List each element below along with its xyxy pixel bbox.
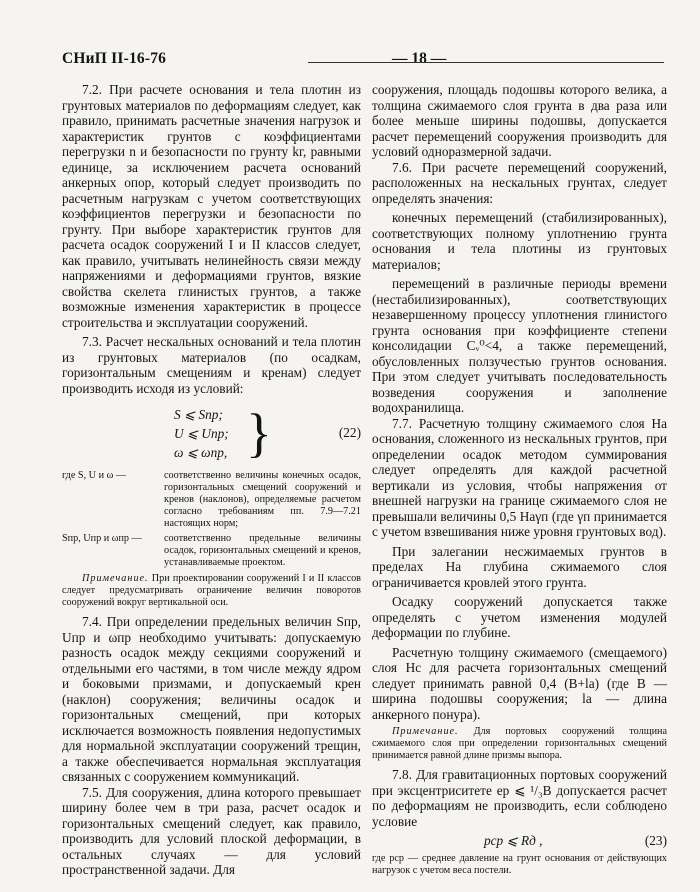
clause-7-6-item-b: перемещений в различные периоды времени (нестабилизированных), соответствующих незавершенному процессу уплотнения глинистого грунта основания при коэффициенте степени консолидации Cᵥ⁰<4, а также перемещений, обусловленных ползучестью грунтов основания. При этом следует учитывать последовательность возведения сооружения и заполнение водохранилища. bbox=[372, 276, 667, 415]
page-header bbox=[62, 50, 664, 72]
formula-22-line-3: ω ⩽ ωпр, bbox=[174, 444, 228, 460]
formula-23-definition: где pср — среднее давление на грунт основания от действующих нагрузок с учетом веса постели. bbox=[372, 852, 667, 876]
clause-7-7-paragraph-2: При залегании несжимаемых грунтов в пределах Hа глубина сжимаемого слоя ограничивается кровлей этого грунта. bbox=[372, 543, 667, 590]
clause-7-4: 7.4. При определении предельных величин Sпр, Uпр и ωпр необходимо учитывать: допускаемую разность осадок между секциями сооружений и отдельными его частями, в том числе между ядром и боковыми призмами, и допускаемый крен (наклон) сооружения; величины осадок и горизонтальных смещений, при которых исключается возможность появления недопустимых для нормальной эксплуатации сооружений трещин, а также обеспечивается нормальная эксплуатация связанных с сооружением коммуникаций. bbox=[62, 614, 361, 784]
formula-23-number: (23) bbox=[644, 833, 667, 848]
right-column bbox=[372, 82, 667, 877]
document-code: СНиП II-16-76 bbox=[62, 50, 167, 67]
note-1-text: При проектировании сооружений I и II классов следует предусматривать ограничение величин поворотов сооружений вокруг вертикальной оси. bbox=[62, 573, 361, 608]
clause-7-6-item-a: конечных перемещений (стабилизированных), соответствующих полному уплотнению грунта основания и тела плотины из грунтовых материалов; bbox=[372, 210, 667, 272]
clause-7-7-paragraph-3: Осадку сооружений допускается также определять с учетом изменения модулей деформации по глубине. bbox=[372, 594, 667, 640]
definition-term: где S, U и ω — bbox=[62, 470, 127, 481]
note-1 bbox=[62, 573, 361, 609]
formula-22-conditions bbox=[174, 405, 244, 462]
clause-7-5: 7.5. Для сооружения, длина которого превышает ширину более чем в три раза, расчет осадок и горизонтальных смещений следует, как правило, производить для условий плоской деформации, в остальных случаях — для условий пространственной задачи. Для bbox=[62, 784, 361, 877]
formula-22-number: (22) bbox=[338, 425, 361, 441]
definition-term: Sпр, Uпр и ωпр — bbox=[62, 533, 142, 544]
header-rule bbox=[308, 62, 664, 63]
definition-text: соответственно предельные величины осадок, горизонтальных смещений и кренов, устанавливаемые проектом. bbox=[164, 533, 361, 568]
note-2-label: Примечание. bbox=[392, 726, 459, 737]
formula-22-line-2: U ⩽ Uпр; bbox=[174, 425, 229, 441]
clause-7-2: 7.2. При расчете основания и тела плотин из грунтовых материалов по деформациям следует, как правило, принимать расчетные значения нагрузок и характеристик грунтов с коэффициентами перегрузки n и безопасности по грунту kг, равными единице, за исключением расчета оснований анкерных опор, который следует производить по расчетным нагрузкам с учетом соответствующих коэффициентов перегрузки и безопасности по грунту. При выборе характеристик грунтов для расчета осадок сооружений I и II классов следует, как правило, учитывать нелинейность связи между напряжениями и деформациями грунтов, вязкие свойства скелета глинистых грунтов, а также возможные изменения характеристик в процессе строительства и эксплуатации сооружений. bbox=[62, 82, 361, 330]
left-column bbox=[62, 82, 361, 878]
definition-row bbox=[62, 533, 361, 569]
note-2 bbox=[372, 726, 667, 762]
formula-23 bbox=[372, 833, 667, 849]
clause-7-5-continued: сооружения, площадь подошвы которого велика, а толщина сжимаемого слоя грунта в два раза или более меньше ширины подошвы, допускается расчет перемещений сооружения производить для условий одноразмерной задачи. bbox=[372, 82, 667, 159]
clause-7-3: 7.3. Расчет нескальных оснований и тела плотин из грунтовых материалов (по осадкам, горизонтальным смещениям и кренам) следует производить исходя из условий: bbox=[62, 334, 361, 396]
note-1-label: Примечание. bbox=[82, 573, 149, 584]
clause-7-7-paragraph-4: Расчетную толщину сжимаемого (смещаемого) слоя Hс для расчета горизонтальных смещений следует принимать равной 0,4 (B+lа) (где B — ширина подошвы сооружения; lа — длина анкерного понура). bbox=[372, 644, 667, 722]
formula-23-expression: pср ⩽ Rд , bbox=[484, 833, 543, 848]
clause-7-7: 7.7. Расчетную толщину сжимаемого слоя Hа основания, сложенного из нескальных грунтов, при определении осадок методом суммирования следует определять для каждой расчетной вертикали из условия, чтобы напряжения от внешней нагрузки на границе сжимаемого слоя не превышали величины 0,5 Hаγп (где γп принимается с учетом взвешивания ниже уровня грунтовых вод). bbox=[372, 415, 667, 539]
definition-text: соответственно величины конечных осадок, горизонтальных смещений сооружений и кренов (наклонов), определяемые расчетом согласно требованиям пп. 7.9—7.21 настоящих норм; bbox=[164, 470, 361, 529]
formula-22-definitions bbox=[62, 470, 361, 569]
clause-7-8: 7.8. Для гравитационных портовых сооружений при эксцентриситете eр ⩽ ¹/₃B допускается расчет по деформациям не производить, если соблюдено условие bbox=[372, 767, 667, 829]
formula-22-line-1: S ⩽ Sпр; bbox=[174, 406, 223, 422]
formula-brace: } bbox=[246, 403, 272, 463]
page-number: — 18 — bbox=[392, 50, 447, 67]
definition-row bbox=[62, 470, 361, 530]
note-2-text: Для портовых сооружений толщина сжимаемого слоя при определении горизонтальных смещений принимается равной длине призмы выпора. bbox=[372, 726, 667, 761]
clause-7-6: 7.6. При расчете перемещений сооружений, расположенных на нескальных грунтах, следует определять значения: bbox=[372, 159, 667, 206]
formula-22 bbox=[62, 399, 361, 467]
